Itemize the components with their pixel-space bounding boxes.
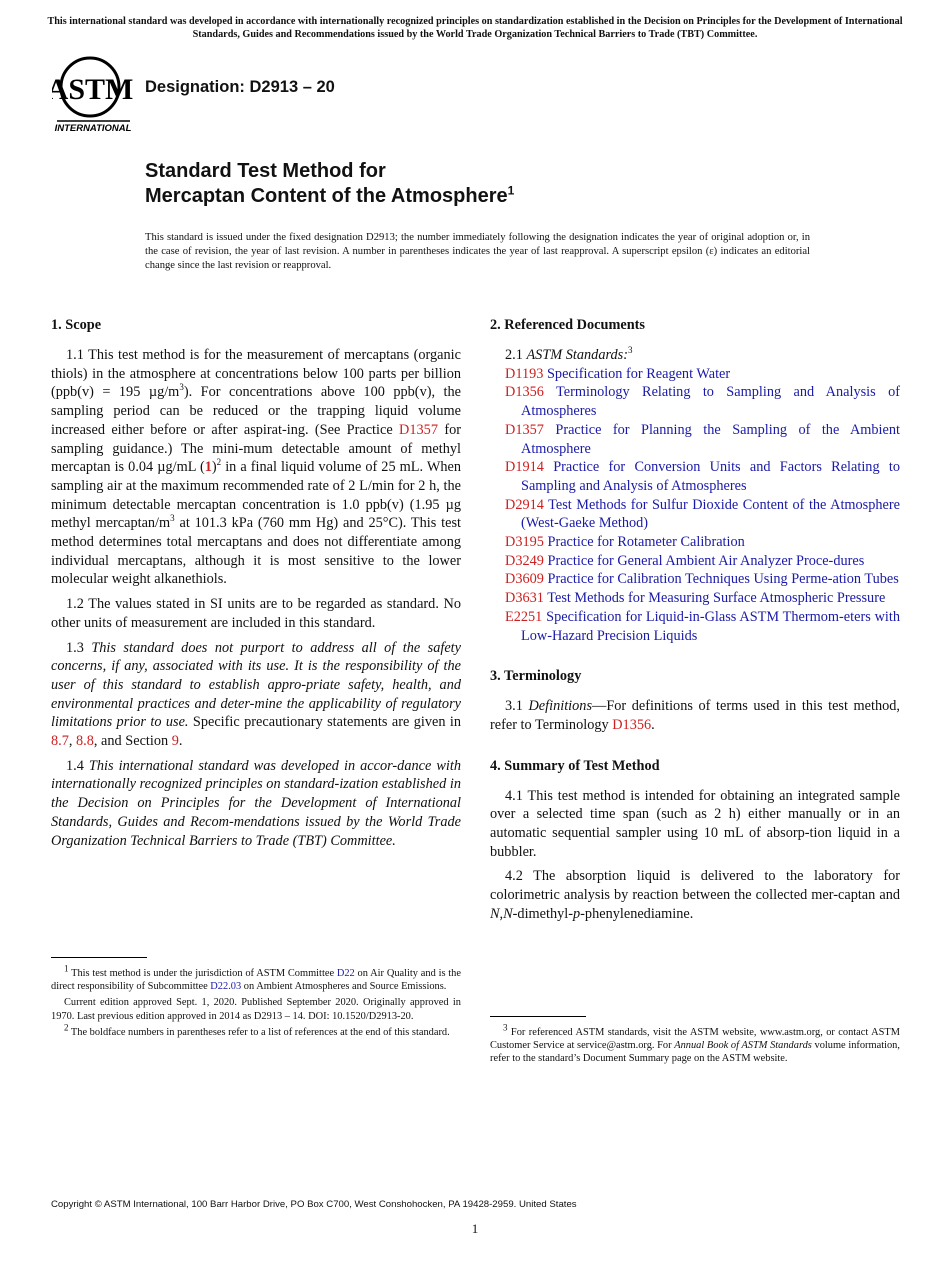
footnote-rule-left — [51, 957, 147, 958]
designation: Designation: D2913 – 20 — [145, 78, 335, 96]
title-footnote-mark: 1 — [507, 183, 515, 198]
link-section-8-8[interactable]: 8.8 — [76, 733, 94, 750]
document-title — [145, 159, 514, 209]
referenced-document-code[interactable]: D1357 — [505, 421, 544, 438]
referenced-document-title[interactable]: Practice for Conversion Units and Factors Relating to Sampling and Analysis of Atmospheres — [521, 459, 900, 494]
referenced-document-code[interactable]: D3609 — [505, 571, 544, 588]
referenced-document-code[interactable]: D1356 — [505, 384, 544, 401]
referenced-document-title[interactable]: Test Methods for Sulfur Dioxide Content of the Atmosphere (West-Gaeke Method) — [521, 496, 900, 532]
referenced-document-title[interactable]: Practice for General Ambient Air Analyzer Proce-dures — [543, 552, 865, 569]
paragraph-1-3: 1.3 This standard does not purport to address all of the safety concerns, if any, associated with its use. It is the responsibility of the user of this standard to establish appro-priate safety, health, and environmental practices and deter-mine the applicability of regulatory limitations prior to use. Specific precautionary statements are given in 8.7, 8.8, and Section 9. — [51, 639, 461, 750]
footnotes-left — [51, 963, 461, 1042]
referenced-document-item — [490, 570, 900, 589]
referenced-document-code[interactable]: D3195 — [505, 534, 544, 551]
title-line-1: Standard Test Method for — [145, 160, 386, 182]
astm-logo — [52, 55, 134, 133]
section-referenced-heading: 2. Referenced Documents — [490, 317, 645, 333]
referenced-document-code[interactable]: D3249 — [505, 552, 544, 569]
referenced-document-item — [490, 552, 900, 571]
page-number: 1 — [471, 1221, 479, 1236]
referenced-document-code[interactable]: D3631 — [505, 590, 544, 607]
paragraph-1-1: 1.1 This test method is for the measurement of mercaptans (organic thiols) in the atmosphere at concentrations below 100 parts per billion (ppb(v) = 195 $\mu g/m^3$). For concentrations above 100 ppb(v), the sampling period can be reduced or the trapping liquid volume increased either before or after aspirat-ing. (See Practice D1357 for sampling guidance.) The mini-mum detectable amount of methyl mercaptan is 0.04 µg/mL $(1)^2$ in a final liquid volume of 25 mL. When sampling air at the maximum recommended rate of 2 L/min for 2 h, the minimum detectable mercaptan concentration is 1.0 ppb(v) (1.95 µg methyl mercaptan/$m^3$ at 101.3 kPa (760 mm Hg) and 25°C). This test method determines total mercaptans and does not differentiate among individual mercaptans, although it is most sensitive to the lower molecular weight alkanethiols. — [51, 347, 462, 588]
footnote-2: $^2$ The boldface numbers in parentheses refer to a list of references at the end of this standard. — [64, 1022, 450, 1038]
link-d1357[interactable]: D1357 — [399, 421, 438, 438]
footnotes-right — [490, 1022, 900, 1069]
link-subcommittee-d22-03[interactable]: D22.03 — [210, 981, 242, 993]
referenced-document-item — [490, 383, 900, 420]
referenced-document-item — [490, 608, 900, 645]
paragraph-1-4: 1.4 This international standard was developed in accor-dance with internationally recognized principles on standard-ization established in the Decision on Principles for the Development of International Standards, Guides and Recom-mendations issued by the World Trade Organization Technical Barriers to Trade (TBT) Committee. — [51, 757, 461, 849]
section-terminology-heading: 3. Terminology — [490, 668, 582, 685]
referenced-document-title[interactable]: Specification for Reagent Water — [543, 365, 731, 382]
paragraph-1-2: 1.2 The values stated in SI units are to be regarded as standard. No other units of measurement are included in this standard. — [51, 596, 461, 631]
paragraph-3-1: 3.1 Definitions—For definitions of terms used in this test method, refer to Terminology D1356. — [490, 698, 900, 733]
left-column — [51, 316, 461, 856]
top-notice: This international standard was developed in accordance with internationally recognized principles on standardization established in the Decision on Principles for the Development of International Standards, Guides and Recommendations issued by the World Trade Organization Technical Barriers to Trade (TBT) Committee. — [47, 16, 903, 40]
referenced-document-title[interactable]: Terminology Relating to Sampling and Analysis of Atmospheres — [521, 384, 900, 420]
referenced-document-title[interactable]: Practice for Calibration Techniques Using Perme-ation Tubes — [543, 571, 899, 588]
issuance-statement: This standard is issued under the fixed designation D2913; the number immediately following the designation indicates the year of original adoption or, in the case of revision, the year of last revision. A number in parentheses indicates the year of last reapproval. A superscript epsilon (ε) indicates an editorial change since the last revision or reapproval. — [145, 232, 810, 272]
referenced-document-title[interactable]: Practice for Planning the Sampling of the Ambient Atmosphere — [521, 421, 900, 457]
referenced-document-item — [490, 589, 900, 608]
referenced-document-title[interactable]: Test Methods for Measuring Surface Atmospheric Pressure — [543, 590, 886, 607]
logo-text: ASTM — [52, 73, 134, 106]
paragraph-4-2: 4.2 The absorption liquid is delivered to the laboratory for colorimetric analysis by reaction between the collected mer-captan and N,N-dimethyl-p-phenylenediamine. — [490, 868, 900, 922]
footnote-3: $^3$ For referenced ASTM standards, visit the ASTM website, www.astm.org, or contact ASTM Customer Service at service@astm.org. For Annual Book of ASTM Standards volume information, refer to the standard’s Document Summary page on the ASTM website. — [490, 1022, 900, 1065]
referenced-document-code[interactable]: E2251 — [505, 608, 543, 625]
link-section-9[interactable]: 9 — [171, 733, 179, 750]
referenced-document-item — [490, 421, 900, 458]
footnote-1-edition: Current edition approved Sept. 1, 2020. Published September 2020. Originally approved in 1970. Last previous edition approved in 2014 as D2913 – 14. DOI: 10.1520/D2913-20. — [51, 997, 461, 1022]
referenced-document-item — [490, 458, 900, 495]
paragraph-4-1: 4.1 This test method is intended for obtaining an integrated sample over a selected time span (such as 2 h) either manually or in an automatic sequential sampler using 10 mL of absorp-tion liquid in a bubbler. — [490, 787, 900, 860]
referenced-document-item — [490, 533, 900, 552]
footnote-1: $^1$ This test method is under the jurisdiction of ASTM Committee D22 on Air Quality and is the direct responsibility of Subcommittee D22.03 on Ambient Atmospheres and Source Emissions. — [51, 963, 461, 993]
referenced-document-title[interactable]: Practice for Rotameter Calibration — [543, 534, 745, 551]
reference-1-link[interactable]: 1 — [204, 459, 212, 476]
link-d1356[interactable]: D1356 — [612, 716, 652, 733]
title-line-2: Mercaptan Content of the Atmosphere — [145, 185, 508, 207]
section-summary-heading: 4. Summary of Test Method — [490, 757, 660, 774]
footnote-rule-right — [490, 1016, 586, 1017]
referenced-document-item — [490, 365, 900, 384]
link-committee-d22[interactable]: D22 — [336, 968, 355, 979]
referenced-document-title[interactable]: Specification for Liquid-in-Glass ASTM Thermom-eters with Low-Hazard Precision Liquids — [521, 608, 900, 644]
astm-standards-subheading: 2.1 ASTM Standards:$^3$ — [505, 345, 633, 363]
logo-subtext: INTERNATIONAL — [54, 123, 132, 133]
referenced-document-item — [490, 496, 900, 533]
copyright-footer: Copyright © ASTM International, 100 Barr Harbor Drive, PO Box C700, West Conshohocken, PA 19428-2959. United States — [51, 1199, 577, 1210]
referenced-document-code[interactable]: D1914 — [505, 459, 544, 476]
referenced-documents-list — [490, 365, 900, 646]
referenced-document-code[interactable]: D2914 — [505, 496, 544, 513]
section-scope-heading: 1. Scope — [51, 317, 102, 333]
right-column — [490, 316, 900, 930]
referenced-document-code[interactable]: D1193 — [505, 365, 544, 382]
link-section-8-7[interactable]: 8.7 — [51, 733, 69, 750]
